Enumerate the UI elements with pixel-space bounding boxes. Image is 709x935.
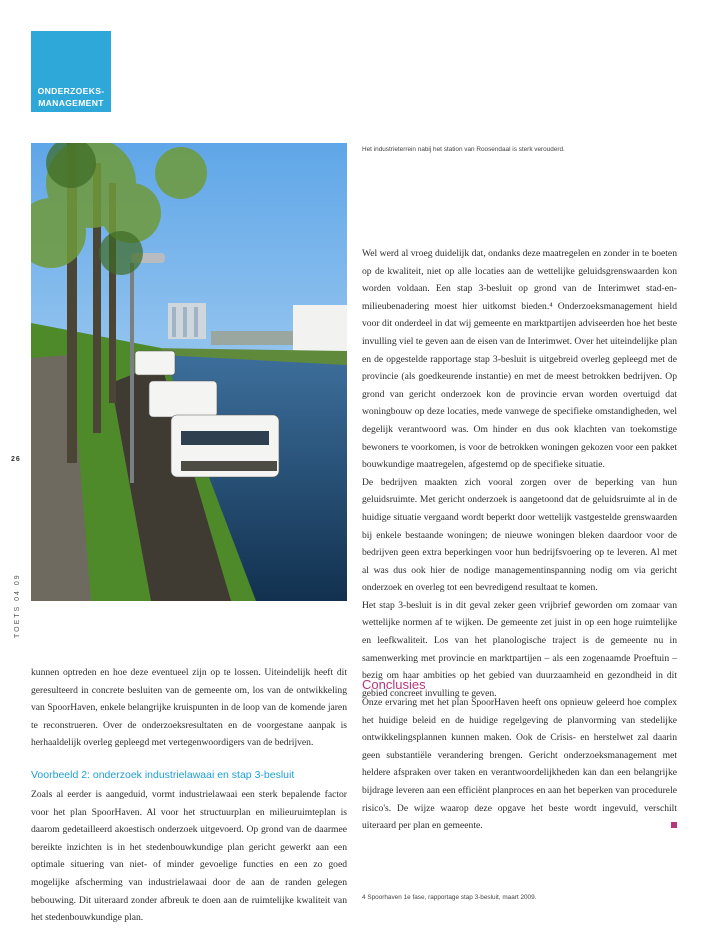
body-paragraph: Het stap 3-besluit is in dit geval zeker geen vrijbrief geworden om zomaar van wettelijke normen af te wijken. De gemeente zet juist in op een hoge ruimtelijke en leefkwaliteit. Los van het planologische traject is de gemeente nu in samenwerking met provincie en marktpartijen – als een zogenaamde Proeftuin – bezig om haar ambities op het gebied van duurzaamheid en gezondheid in dit gebied concreet invulling te geven. xyxy=(362,599,677,699)
section-label-line2: MANAGEMENT xyxy=(38,98,104,108)
photo-caption: Het industrieterrein nabij het station van Roosendaal is sterk verouderd. xyxy=(362,146,565,153)
end-mark-icon xyxy=(671,822,677,828)
running-label: TOETS 04 09 xyxy=(14,573,21,638)
conclusions-heading: Conclusies xyxy=(362,677,426,692)
footnote: 4 Spoorhaven 1e fase, rapportage stap 3-besluit, maart 2009. xyxy=(362,894,537,901)
section-tab xyxy=(31,31,111,112)
page-number: 26 xyxy=(11,456,21,463)
section-label-line1: ONDERZOEKS- xyxy=(37,86,105,96)
conclusions-body xyxy=(362,694,677,835)
body-paragraph: De bedrijven maakten zich vooral zorgen over de beperking van hun geluidsruimte. Met gericht onderzoek is aangetoond dat de geluidsruimte al in de huidige situatie vergaand wordt beperkt door wettelijk vastgestelde grenswaarden bij enkele bestaande woningen; de nieuwe woningen bleken daardoor voor de bedrijven geen extra beperkingen voor hun bedrijfsvoering op te leveren. Al met al was dus ook hier de nodige managementinspanning nodig om via gericht onderzoek en overleg tot een bevredigend resultaat te komen. xyxy=(362,476,677,594)
right-column-body xyxy=(362,245,677,702)
conclusions-text: Onze ervaring met het plan SpoorHaven heeft ons opnieuw geleerd hoe complex het huidige beleid en de huidige regelgeving de planvorming van stedelijke ontwikkelingsplannen kunnen maken. Ook de Crisis- en herstelwet zal daarin geen substantiële verandering brengen. Gericht onderzoeksmanagement met heldere afspraken over taken en verantwoordelijkheden kan dan een belangrijke bijdrage leveren aan een efficiënt planproces en aan het beperken van procedurele risico's. De wijze waarop deze opgave het beste wordt ingevuld, verschilt uiteraard per plan en gemeente. xyxy=(362,697,677,832)
body-paragraph: Wel werd al vroeg duidelijk dat, ondanks deze maatregelen en zonder in te boeten op de kwaliteit, niet op alle locaties aan de wettelijke geluidsgrenswaarden kon worden voldaan. Een stap 3-besluit op grond van de Interimwet stad-en-milieubenadering moest hier uitkomst bieden.⁴ Onderzoeksmanagement hield voor dit onderdeel in dat wij gemeente en marktpartijen adviseerden hoe het beste invulling viel te geven aan de eisen van de Interimwet. Over het uiteindelijke plan en de opgestelde rapportage stap 3-besluit is uitgebreid overleg gepleegd met de provincie (als goedkeurende instantie) en met de meest betrokken bedrijven. Op grond van gericht onderzoek kon de provincie ervan worden overtuigd dat woningbouw op deze locaties, mede vanwege de specifieke omstandigheden, wel degelijk verantwoord was. Om hinder en dus ook klachten van toekomstige bewoners te voorkomen, is voor de betrokken woningen gekozen voor een pakket bouwkundige maatregelen, afgestemd op de specifieke situatie. xyxy=(362,248,677,471)
canal-photo xyxy=(31,143,347,601)
body-paragraph: kunnen optreden en hoe deze eventueel zijn op te lossen. Uiteindelijk heeft dit geresulteerd in concrete besluiten van de gemeente om, los van de ontwikkeling van SpoorHaven, enkele belangrijke kruispunten in de loop van de komende jaren te reconstrueren. Over de onderzoeksresultaten en de voorgestane aanpak is herhaaldelijk overleg gepleegd met vertegenwoordigers van de bedrijven. xyxy=(31,667,347,749)
body-paragraph: Zoals al eerder is aangeduid, vormt industrielawaai een sterk bepalende factor voor het plan SpoorHaven. Al voor het structuurplan en milieuruimteplan is daarom gedetailleerd akoestisch onderzoek uitgevoerd. Op grond van de daarmee bereikte inzichten is in het stedenbouwkundige plan gericht gewerkt aan een optimale situering van niet- of minder gevoelige functies en een zo goed mogelijke afscherming van industrielawaai door de aan de randen gelegen bebouwing. Dit uiteraard zonder afbreuk te doen aan de ruimtelijke kwaliteit van het stedenbouwkundige plan. xyxy=(31,789,347,924)
left-column-body xyxy=(31,664,347,752)
example-body xyxy=(31,786,347,927)
example-heading: Voorbeeld 2: onderzoek industrielawaai en stap 3-besluit xyxy=(31,769,295,781)
